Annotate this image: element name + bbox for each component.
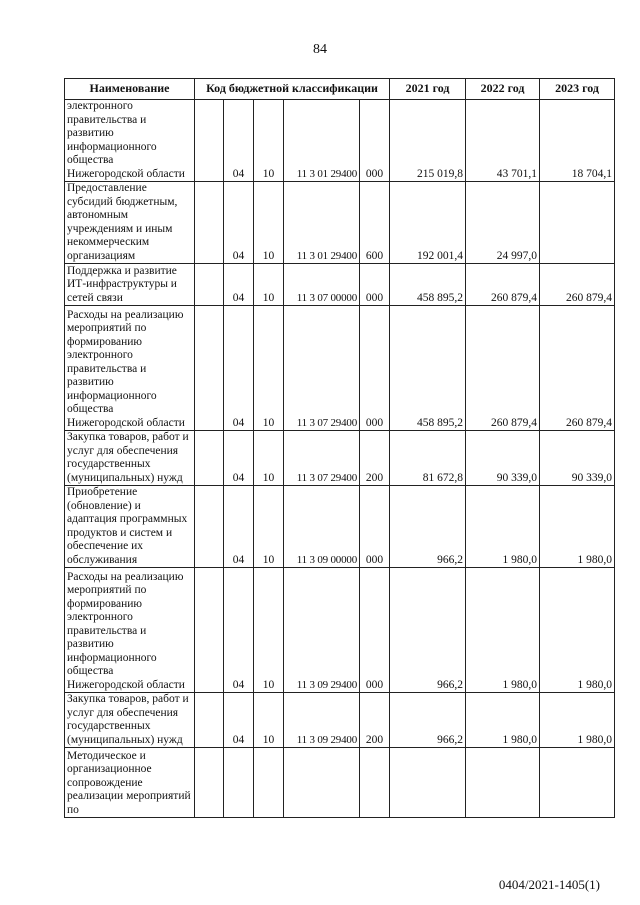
row-expense-type-code: 000 — [360, 486, 390, 568]
row-amount-2022: 260 879,4 — [466, 306, 540, 431]
table-row — [65, 748, 615, 818]
row-amount-2021: 458 895,2 — [390, 264, 466, 306]
row-name: Методическое и организационное сопровождение реализации мероприятий по — [65, 748, 195, 818]
row-name: Расходы на реализацию мероприятий по формированию электронного правительства и развитию информационного общества Нижегородской области — [65, 568, 195, 693]
row-amount-2021: 966,2 — [390, 486, 466, 568]
row-name: Поддержка и развитие ИТ-инфраструктуры и сетей связи — [65, 264, 195, 306]
row-section-code: 04 — [224, 306, 254, 431]
row-amount-2023: 90 339,0 — [540, 431, 615, 486]
row-name: Закупка товаров, работ и услуг для обеспечения государственных (муниципальных) нужд — [65, 431, 195, 486]
row-section-code: 04 — [224, 431, 254, 486]
table-header-row — [65, 79, 615, 100]
row-amount-2023 — [540, 748, 615, 818]
row-subsection-code: 10 — [254, 486, 284, 568]
row-expense-type-code: 000 — [360, 264, 390, 306]
row-amount-2023: 1 980,0 — [540, 568, 615, 693]
table-row — [65, 431, 615, 486]
row-article-code: 11 3 01 29400 — [284, 100, 360, 182]
row-section-code: 04 — [224, 693, 254, 748]
row-amount-2023: 260 879,4 — [540, 264, 615, 306]
row-amount-2021: 458 895,2 — [390, 306, 466, 431]
row-expense-type-code: 000 — [360, 568, 390, 693]
row-subsection-code: 10 — [254, 264, 284, 306]
row-amount-2023: 1 980,0 — [540, 486, 615, 568]
row-amount-2021: 192 001,4 — [390, 182, 466, 264]
row-section-code: 04 — [224, 568, 254, 693]
row-amount-2022: 260 879,4 — [466, 264, 540, 306]
row-article-code: 11 3 07 29400 — [284, 431, 360, 486]
row-subsection-code: 10 — [254, 568, 284, 693]
row-amount-2022: 1 980,0 — [466, 486, 540, 568]
row-expense-type-code: 000 — [360, 100, 390, 182]
row-expense-type-code — [360, 748, 390, 818]
row-section-code: 04 — [224, 486, 254, 568]
budget-table — [64, 78, 615, 818]
row-article-code: 11 3 09 00000 — [284, 486, 360, 568]
row-name: Приобретение (обновление) и адаптация программных продуктов и систем и обеспечение их обслуживания — [65, 486, 195, 568]
row-amount-2022: 1 980,0 — [466, 568, 540, 693]
row-subsection-code: 10 — [254, 100, 284, 182]
row-amount-2023: 260 879,4 — [540, 306, 615, 431]
row-ministry-code — [195, 568, 224, 693]
row-name: Предоставление субсидий бюджетным, автономным учреждениям и иным некоммерческим организациям — [65, 182, 195, 264]
table-row — [65, 306, 615, 431]
row-article-code: 11 3 07 29400 — [284, 306, 360, 431]
row-amount-2022: 24 997,0 — [466, 182, 540, 264]
header-2022: 2022 год — [466, 79, 540, 100]
table-row — [65, 264, 615, 306]
row-amount-2023: 1 980,0 — [540, 693, 615, 748]
row-section-code: 04 — [224, 264, 254, 306]
table-row — [65, 486, 615, 568]
row-amount-2021: 966,2 — [390, 693, 466, 748]
row-subsection-code — [254, 748, 284, 818]
row-subsection-code: 10 — [254, 182, 284, 264]
row-article-code: 11 3 01 29400 — [284, 182, 360, 264]
row-name: Расходы на реализацию мероприятий по формированию электронного правительства и развитию информационного общества Нижегородской области — [65, 306, 195, 431]
row-ministry-code — [195, 264, 224, 306]
row-subsection-code: 10 — [254, 431, 284, 486]
row-ministry-code — [195, 100, 224, 182]
row-subsection-code: 10 — [254, 306, 284, 431]
table-row — [65, 100, 615, 182]
row-amount-2021: 81 672,8 — [390, 431, 466, 486]
header-code: Код бюджетной классификации — [195, 79, 390, 100]
row-ministry-code — [195, 693, 224, 748]
row-ministry-code — [195, 486, 224, 568]
row-ministry-code — [195, 431, 224, 486]
row-amount-2022 — [466, 748, 540, 818]
row-expense-type-code: 000 — [360, 306, 390, 431]
row-section-code: 04 — [224, 182, 254, 264]
row-amount-2021 — [390, 748, 466, 818]
row-article-code: 11 3 09 29400 — [284, 568, 360, 693]
row-subsection-code: 10 — [254, 693, 284, 748]
header-2023: 2023 год — [540, 79, 615, 100]
row-section-code: 04 — [224, 100, 254, 182]
header-name: Наименование — [65, 79, 195, 100]
row-article-code — [284, 748, 360, 818]
row-ministry-code — [195, 182, 224, 264]
page-number: 84 — [313, 42, 327, 57]
row-amount-2021: 966,2 — [390, 568, 466, 693]
row-amount-2021: 215 019,8 — [390, 100, 466, 182]
table-row — [65, 693, 615, 748]
row-expense-type-code: 600 — [360, 182, 390, 264]
row-ministry-code — [195, 748, 224, 818]
row-amount-2022: 1 980,0 — [466, 693, 540, 748]
row-name: электронного правительства и развитию информационного общества Нижегородской области — [65, 100, 195, 182]
row-amount-2023: 18 704,1 — [540, 100, 615, 182]
document-id: 0404/2021-1405(1) — [498, 877, 600, 892]
header-2021: 2021 год — [390, 79, 466, 100]
row-ministry-code — [195, 306, 224, 431]
row-name: Закупка товаров, работ и услуг для обеспечения государственных (муниципальных) нужд — [65, 693, 195, 748]
row-amount-2022: 43 701,1 — [466, 100, 540, 182]
table-row — [65, 182, 615, 264]
table-row — [65, 568, 615, 693]
row-amount-2023 — [540, 182, 615, 264]
row-amount-2022: 90 339,0 — [466, 431, 540, 486]
row-expense-type-code: 200 — [360, 693, 390, 748]
row-section-code — [224, 748, 254, 818]
row-article-code: 11 3 07 00000 — [284, 264, 360, 306]
row-article-code: 11 3 09 29400 — [284, 693, 360, 748]
row-expense-type-code: 200 — [360, 431, 390, 486]
